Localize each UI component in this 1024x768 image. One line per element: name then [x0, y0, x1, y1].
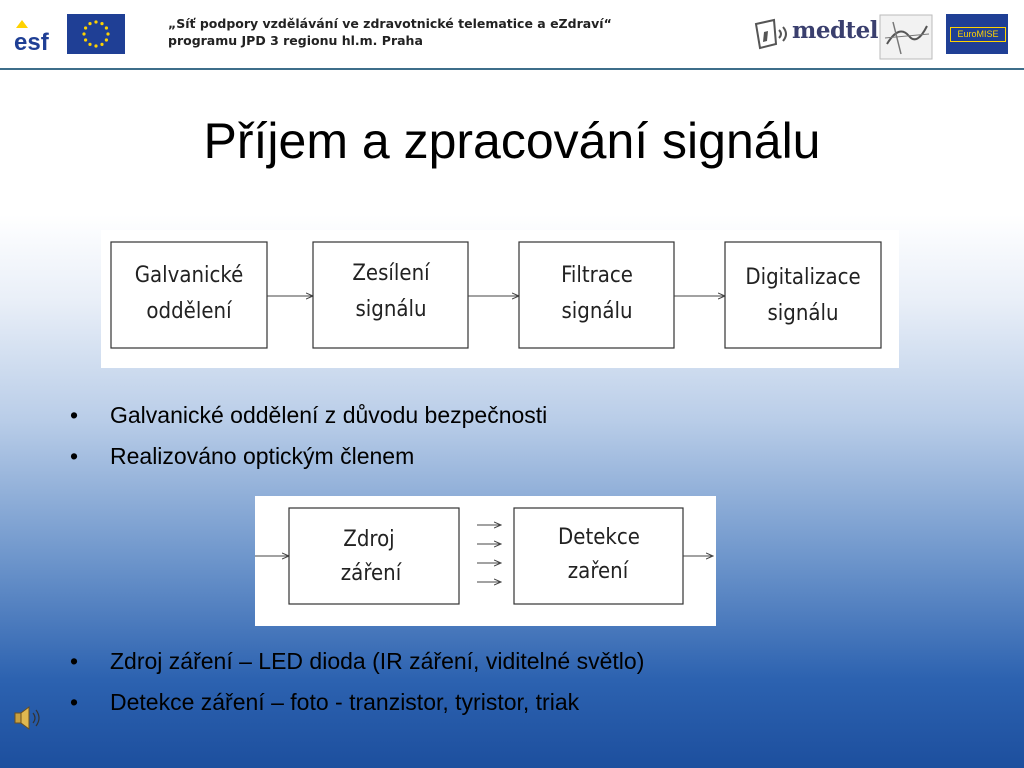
- optocoupler-svg: [255, 496, 716, 626]
- chain-box-galvanic-line1: Galvanické: [134, 263, 244, 288]
- chain-box-galvanic-line2: oddělení: [146, 299, 232, 324]
- bullet-dot: •: [70, 648, 79, 674]
- chain-box-amplify-line1: Zesílení: [352, 261, 430, 286]
- medtel-wordmark: medtel: [792, 17, 879, 44]
- signal-chain-svg: [101, 230, 899, 368]
- chain-box-filter-line1: Filtrace: [561, 263, 633, 288]
- sis-logo: [879, 14, 933, 60]
- opto-box-source-line1: Zdroj: [343, 527, 395, 552]
- chain-box-digitize-line1: Digitalizace: [745, 265, 861, 290]
- slide-header: [0, 0, 1024, 70]
- opto-box-source-line2: záření: [340, 561, 402, 586]
- bullet-text: Galvanické oddělení z důvodu bezpečnosti: [110, 402, 548, 428]
- opto-box-detector-line2: zaření: [567, 559, 629, 584]
- bullet-text: Detekce záření – foto - tranzistor, tyristor, triak: [110, 689, 580, 715]
- chain-box-filter: [519, 242, 674, 348]
- signal-chain-diagram: [101, 230, 899, 368]
- opto-box-detector: [514, 508, 683, 604]
- chain-box-digitize: [725, 242, 881, 348]
- header-line-1: „Síť podpory vzdělávání ve zdravotnické telematice a eZdraví“: [168, 16, 612, 31]
- bullet-dot: •: [70, 443, 79, 469]
- eu-flag-icon: [67, 14, 125, 54]
- chain-box-digitize-line2: signálu: [767, 301, 839, 326]
- header-line-2: programu JPD 3 regionu hl.m. Praha: [168, 33, 423, 48]
- slide-title: Příjem a zpracování signálu: [203, 113, 821, 169]
- bullet-dot: •: [70, 689, 79, 715]
- euromise-wordmark: EuroMISE: [950, 27, 1006, 42]
- optocoupler-diagram: [255, 496, 716, 626]
- chain-box-filter-line2: signálu: [561, 299, 633, 324]
- chain-box-amplify: [313, 242, 468, 348]
- header-caption: [168, 15, 612, 49]
- opto-box-detector-line1: Detekce: [558, 525, 640, 550]
- bullet-dot: •: [70, 402, 79, 428]
- chain-box-amplify-line2: signálu: [355, 297, 427, 322]
- speaker-icon[interactable]: [12, 703, 42, 733]
- svg-text:esf: esf: [14, 29, 49, 54]
- opto-box-source: [289, 508, 459, 604]
- bullet-text: Realizováno optickým členem: [110, 443, 415, 469]
- bullet-text: Zdroj záření – LED dioda (IR záření, viditelné světlo): [110, 648, 645, 674]
- chain-box-galvanic: [111, 242, 267, 348]
- esf-logo: [12, 14, 60, 54]
- light-arrows: [477, 525, 501, 582]
